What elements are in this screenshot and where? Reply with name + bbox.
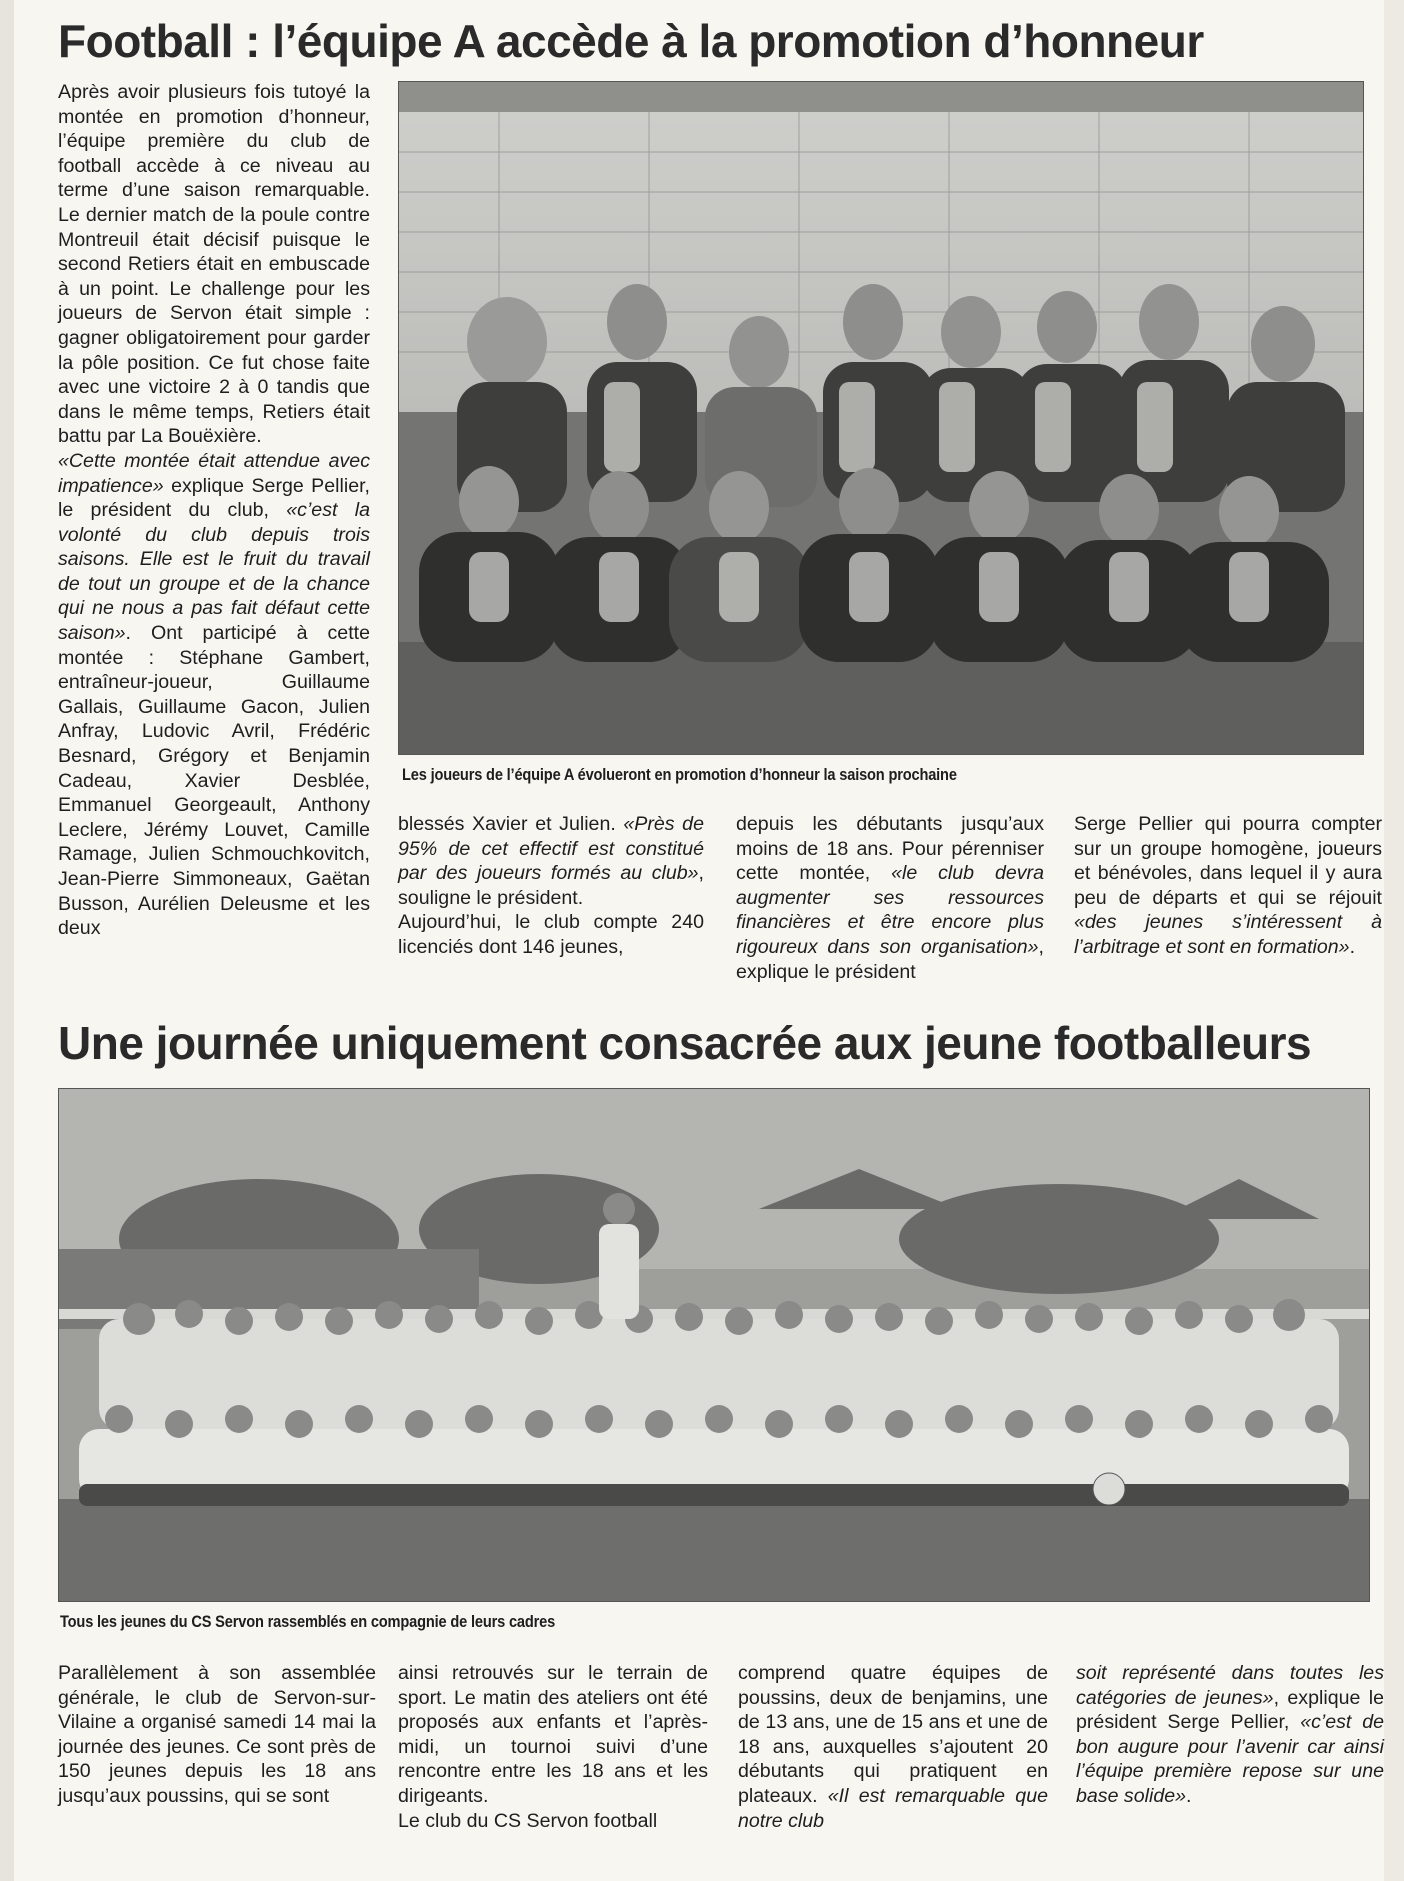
article1-column-3: depuis les débutants jusqu’aux moins de 18 ans. Pour pérenniser cette montée, «le club devra augmenter ses ressources financières et être encore plus rigoureux dans son organisation», explique le président bbox=[736, 813, 1044, 983]
article1-column-4: Serge Pellier qui pourra compter sur un groupe homogène, joueurs et bénévoles, dans lequel il y aura peu de départs et qui se réjouit «des jeunes s’intéressent à l’arbitrage et sont en formation». bbox=[1074, 813, 1382, 958]
quote: «le club devra augmenter ses ressources financières et être encore plus rigoureux dans son organisation» bbox=[736, 862, 1044, 958]
article1-paragraph-2: «Cette montée était attendue avec impatience» explique Serge Pellier, le président du club, «c’est la volonté du club depuis trois saisons. Elle est le fruit du travail de tout un groupe et de la chance qui ne nous a pas fait défaut cette saison». Ont participé à cette montée : Stéphane Gambert, entraîneur-joueur, Guillaume Gallais, Guillaume Gacon, Julien Anfray, Ludovic Avril, Frédéric Besnard, Grégory et Benjamin Cadeau, Xavier Desblée, Emmanuel Georgeault, Anthony Leclere, Jérémy Louvet, Camille Ramage, Julien Schmouchkovitch, Jean-Pierre Simmoneaux, Gaëtan Busson, Aurélien Deleusme et les deux bbox=[58, 449, 370, 940]
article2-column-2: ainsi retrouvés sur le terrain de sport. Le matin des ateliers ont été proposés aux enfants et l’après-midi, un tournoi suivi d’une rencontre entre les 18 ans et les dirigeants. Le club du CS Servon football bbox=[398, 1662, 708, 1832]
page-edge-left bbox=[0, 0, 14, 1881]
youth-group-photo-illustration bbox=[59, 1089, 1369, 1601]
article1-column-1 bbox=[58, 80, 370, 941]
page-edge-right bbox=[1384, 0, 1404, 1881]
quote: «des jeunes s’intéressent à l’arbitrage et sont en formation» bbox=[1074, 911, 1382, 958]
article1-paragraph-1: Après avoir plusieurs fois tutoyé la montée en promotion d’honneur, l’équipe première du club de football accède à ce niveau au terme d’une saison remarquable. Le dernier match de la poule contre Montreuil était décisif puisque le second Retiers était en embuscade à un point. Le challenge pour les joueurs de Servon était simple : gagner obligatoirement pour garder la pôle position. Ce fut chose faite avec une victoire 2 à 0 tandis que dans le même temps, Retiers était battu par La Bouëxière. bbox=[58, 81, 370, 448]
quote: «c’est de bon augure pour l’avenir car ainsi l’équipe première repose sur une base solide» bbox=[1076, 1711, 1384, 1807]
quote: «Cette montée était attendue avec impatience» bbox=[58, 449, 370, 497]
quote: «Près de 95% de cet effectif est constitué par des joueurs formés au club» bbox=[398, 813, 704, 885]
photo-jeunes bbox=[58, 1088, 1370, 1602]
article2-column-3: comprend quatre équipes de poussins, deux de benjamins, une de 13 ans, une de 15 ans et une de 18 ans, auxquelles s’ajoutent 20 débutants qui pratiquent en plateaux. «Il est remarquable que notre club bbox=[738, 1662, 1049, 1832]
team-photo-illustration bbox=[399, 82, 1363, 754]
headline-journee-jeunes: Une journée uniquement consacrée aux jeune footballeurs bbox=[58, 1017, 1312, 1069]
headline-equipe-a: Football : l’équipe A accède à la promotion d’honneur bbox=[58, 15, 1204, 67]
photo-equipe-a bbox=[398, 81, 1364, 755]
quote: soit représenté dans toutes les catégories de jeunes» bbox=[1076, 1662, 1384, 1709]
photo-caption-jeunes: Tous les jeunes du CS Servon rassemblés en compagnie de leurs cadres bbox=[60, 1612, 556, 1631]
article1-column-2: blessés Xavier et Julien. «Près de 95% de cet effectif est constitué par des joueurs formés au club», souligne le président. Aujourd’hui, le club compte 240 licenciés dont 146 jeunes, bbox=[398, 813, 704, 958]
article2-column-4: soit représenté dans toutes les catégories de jeunes», explique le président Serge Pellier, «c’est de bon augure pour l’avenir car ainsi l’équipe première repose sur une base solide». bbox=[1076, 1662, 1384, 1807]
quote: «Il est remarquable que notre club bbox=[738, 1784, 1049, 1832]
article2-column-1: Parallèlement à son assemblée générale, le club de Servon-sur-Vilaine a organisé samedi 14 mai la journée des jeunes. Ce sont près de 150 jeunes depuis les 18 ans jusqu’aux poussins, qui se sont bbox=[58, 1662, 376, 1807]
photo-caption-equipe-a: Les joueurs de l’équipe A évolueront en promotion d’honneur la saison prochaine bbox=[402, 765, 957, 784]
quote: «c’est la volonté du club depuis trois saisons. Elle est le fruit du travail de tout un groupe et de la chance qui ne nous a pas fait défaut cette saison» bbox=[58, 499, 370, 645]
